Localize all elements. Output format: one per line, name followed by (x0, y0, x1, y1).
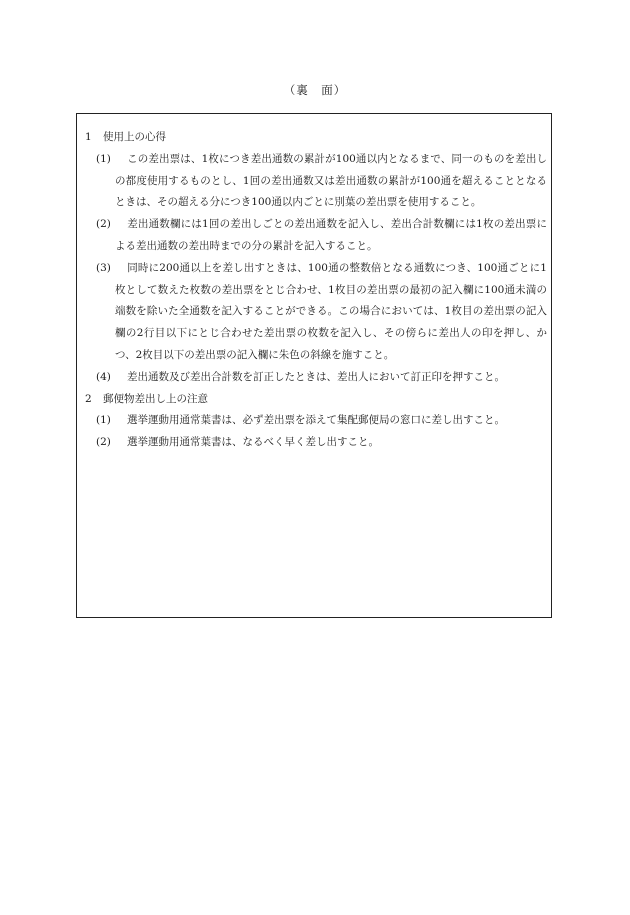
notes-box (76, 113, 552, 618)
item-text: 同時に200通以上を差し出すときは、100通の整数倍となる通数につき、100通ごとに1枚として数えた枚数の差出票をとじ合わせ、1枚目の差出票の最初の記入欄に100通未満の端数を除いた全通数を記入することができる。この場合においては、1枚目の差出票の記入欄の2行目以下にとじ合わせた差出票の枚数を記入し、その傍らに差出人の印を押し、かつ、2枚目以下の差出票の記入欄に朱色の斜線を施すこと。 (115, 261, 547, 361)
section-number: 2 (85, 392, 92, 405)
notes-content (85, 127, 547, 454)
item-mark: (2) (96, 218, 111, 231)
item-mark: (4) (96, 370, 111, 383)
section-mailing (85, 389, 547, 454)
page-heading: （裏 面） (283, 83, 347, 97)
item-text: 差出通数及び差出合計数を訂正したときは、差出人において訂正印を押すこと。 (127, 370, 505, 383)
item-mark: (1) (96, 414, 111, 427)
list-item (85, 214, 547, 258)
section-title-text: 郵便物差出し上の注意 (103, 392, 208, 405)
list-item (85, 432, 547, 454)
list-item (85, 410, 547, 432)
section-title (85, 389, 547, 411)
list-item (85, 258, 547, 367)
item-text: 選挙運動用通常葉書は、必ず差出票を添えて集配郵便局の窓口に差し出すこと。 (127, 414, 505, 427)
item-text: この差出票は、1枚につき差出通数の累計が100通以内となるまで、同一のものを差出しの都度使用するものとし、1回の差出通数又は差出通数の累計が100通を超えることとなるときは、その超える分につき100通以内ごとに別葉の差出票を使用すること。 (115, 152, 547, 209)
item-mark: (1) (96, 152, 111, 165)
section-title (85, 127, 547, 149)
list-item (85, 367, 547, 389)
item-text: 差出通数欄には1回の差出しごとの差出通数を記入し、差出合計数欄には1枚の差出票による差出通数の差出時までの分の累計を記入すること。 (115, 218, 547, 252)
section-usage (85, 127, 547, 389)
section-title-text: 使用上の心得 (103, 131, 166, 143)
item-text: 選挙運動用通常葉書は、なるべく早く差し出すこと。 (127, 436, 379, 449)
list-item (85, 149, 547, 214)
section-number: 1 (85, 131, 92, 143)
item-mark: (2) (96, 436, 111, 449)
item-mark: (3) (96, 261, 111, 274)
